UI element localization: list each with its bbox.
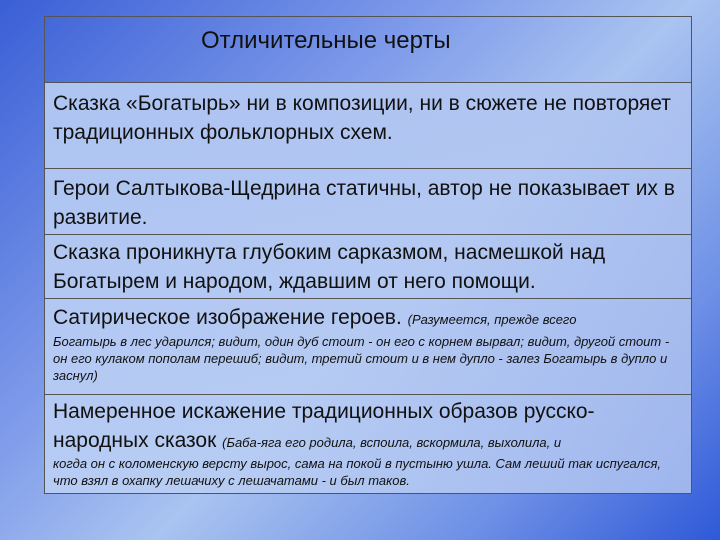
table-title: Отличительные черты <box>201 27 451 54</box>
table-row <box>44 168 692 234</box>
table-row <box>44 298 692 394</box>
table-row <box>44 394 692 494</box>
row-note: когда он с коломенскую версту вырос, сама на покой в пустыню ушла. Сам леший так испугался, что взял в охапку лешачиху с лешачатами - и был таков. <box>53 456 662 488</box>
row-text: Сказка «Богатырь» ни в композиции, ни в сюжете не повторяет традиционных фольклорных схем. <box>53 92 671 144</box>
row-text-line1: Намеренное искажение традиционных образов русско- <box>53 400 595 423</box>
table-row <box>44 234 692 298</box>
table-header-row <box>44 16 692 82</box>
row-note-inline: (Разумеется, прежде всего <box>407 312 577 327</box>
table-row <box>44 82 692 168</box>
row-text-line2: народных сказок <box>53 429 217 452</box>
row-text: Сатирическое изображение героев. <box>53 306 402 329</box>
row-text: Герои Салтыкова-Щедрина статичны, автор не показывает их в развитие. <box>53 177 675 229</box>
row-note: Богатырь в лес ударился; видит, один дуб стоит - он его с корнем вырвал; видит, другой стоит - он его кулаком пополам перешиб; видит, третий стоит и в нем дупло - залез Богатырь в дупло и заснул) <box>53 334 670 383</box>
row-note-inline: (Баба-яга его родила, вспоила, вскормила, выхолила, и <box>222 435 562 450</box>
row-text: Сказка проникнута глубоким сарказмом, насмешкой над Богатырем и народом, ждавшим от него помощи. <box>53 241 606 293</box>
